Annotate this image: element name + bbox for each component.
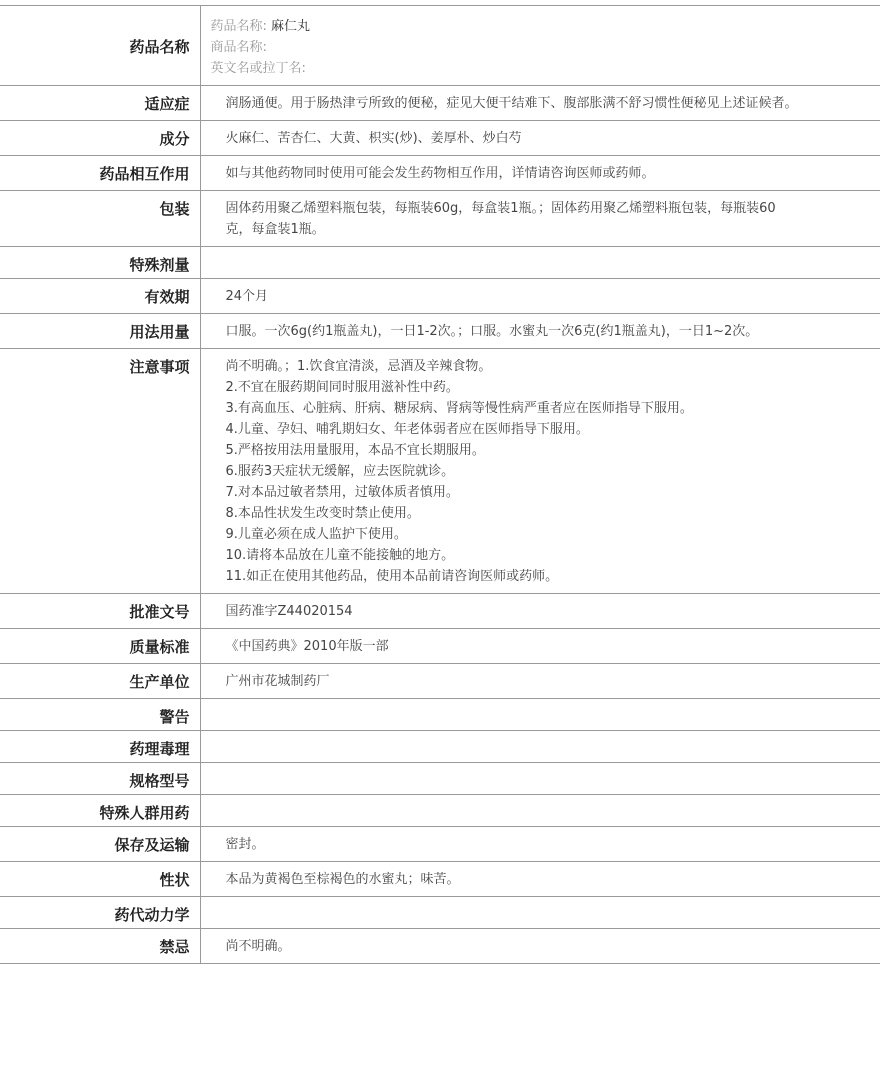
specification-label: 规格型号 — [0, 763, 200, 795]
special-dosage-row — [0, 247, 880, 279]
manufacturer-row — [0, 664, 880, 699]
indication-row — [0, 86, 880, 121]
precautions-value — [200, 349, 880, 594]
drug-info-table — [0, 5, 880, 964]
pharmacology-row — [0, 731, 880, 763]
specification-value — [200, 763, 880, 795]
precaution-line: 10.请将本品放在儿童不能接触的地方。 — [225, 548, 455, 563]
pharmacokinetics-row — [0, 897, 880, 929]
usage-row — [0, 314, 880, 349]
shelf-life-row — [0, 279, 880, 314]
pharmacokinetics-label: 药代动力学 — [0, 897, 200, 929]
trade-name-key: 商品名称: — [210, 40, 267, 55]
storage-row — [0, 827, 880, 862]
precautions-label: 注意事项 — [0, 349, 200, 594]
contraindications-label: 禁忌 — [0, 929, 200, 964]
indication-label: 适应症 — [0, 86, 200, 121]
warning-row — [0, 699, 880, 731]
approval-row — [0, 594, 880, 629]
quality-standard-row — [0, 629, 880, 664]
appearance-row — [0, 862, 880, 897]
special-population-value — [200, 795, 880, 827]
appearance-value: 本品为黄褐色至棕褐色的水蜜丸；味苦。 — [200, 862, 880, 897]
ingredients-value: 火麻仁、苦杏仁、大黄、枳实(炒)、姜厚朴、炒白芍 — [200, 121, 880, 156]
precaution-line: 3.有高血压、心脏病、肝病、糖尿病、肾病等慢性病严重者应在医师指导下服用。 — [225, 401, 693, 416]
pharmacology-label: 药理毒理 — [0, 731, 200, 763]
storage-label: 保存及运输 — [0, 827, 200, 862]
ingredients-row — [0, 121, 880, 156]
quality-standard-value: 《中国药典》2010年版一部 — [200, 629, 880, 664]
precautions-row — [0, 349, 880, 594]
approval-value: 国药准字Z44020154 — [200, 594, 880, 629]
special-population-label: 特殊人群用药 — [0, 795, 200, 827]
pharmacokinetics-value — [200, 897, 880, 929]
interaction-value: 如与其他药物同时使用可能会发生药物相互作用，详情请咨询医师或药师。 — [200, 156, 880, 191]
precaution-line: 11.如正在使用其他药品，使用本品前请咨询医师或药师。 — [225, 569, 559, 584]
usage-label: 用法用量 — [0, 314, 200, 349]
packaging-value: 固体药用聚乙烯塑料瓶包装，每瓶装60g，每盒装1瓶。；固体药用聚乙烯塑料瓶包装，每瓶装60克，每盒装1瓶。 — [200, 191, 880, 247]
interaction-label: 药品相互作用 — [0, 156, 200, 191]
indication-value: 润肠通便。用于肠热津亏所致的便秘，症见大便干结难下、腹部胀满不舒习惯性便秘见上述证候者。 — [200, 86, 880, 121]
warning-label: 警告 — [0, 699, 200, 731]
trade-name-line — [211, 37, 871, 58]
special-population-row — [0, 795, 880, 827]
appearance-label: 性状 — [0, 862, 200, 897]
english-name-key: 英文名或拉丁名: — [210, 61, 306, 76]
quality-standard-label: 质量标准 — [0, 629, 200, 664]
warning-value — [200, 699, 880, 731]
approval-label: 批准文号 — [0, 594, 200, 629]
contraindications-value: 尚不明确。 — [200, 929, 880, 964]
manufacturer-value: 广州市花城制药厂 — [200, 664, 880, 699]
precaution-line: 7.对本品过敏者禁用，过敏体质者慎用。 — [225, 485, 459, 500]
precaution-line: 8.本品性状发生改变时禁止使用。 — [225, 506, 420, 521]
storage-value: 密封。 — [200, 827, 880, 862]
precaution-line: 尚不明确。；1.饮食宜清淡，忌酒及辛辣食物。 — [225, 359, 492, 374]
specification-row — [0, 763, 880, 795]
shelf-life-label: 有效期 — [0, 279, 200, 314]
precaution-line: 5.严格按用法用量服用，本品不宜长期服用。 — [225, 443, 485, 458]
ingredients-label: 成分 — [0, 121, 200, 156]
precaution-line: 2.不宜在服药期间同时服用滋补性中药。 — [225, 380, 459, 395]
generic-name-line — [211, 16, 871, 37]
special-dosage-label: 特殊剂量 — [0, 247, 200, 279]
precaution-line: 4.儿童、孕妇、哺乳期妇女、年老体弱者应在医师指导下服用。 — [225, 422, 589, 437]
precaution-line: 6.服药3天症状无缓解，应去医院就诊。 — [225, 464, 455, 479]
generic-name-value: 麻仁丸 — [271, 19, 311, 34]
drug-name-row — [0, 6, 880, 86]
precaution-line: 9.儿童必须在成人监护下使用。 — [225, 527, 407, 542]
manufacturer-label: 生产单位 — [0, 664, 200, 699]
interaction-row — [0, 156, 880, 191]
contraindications-row — [0, 929, 880, 964]
packaging-row — [0, 191, 880, 247]
pharmacology-value — [200, 731, 880, 763]
english-name-line — [211, 58, 871, 79]
special-dosage-value — [200, 247, 880, 279]
shelf-life-value: 24个月 — [200, 279, 880, 314]
packaging-label: 包装 — [0, 191, 200, 247]
drug-name-label: 药品名称 — [0, 6, 200, 86]
drug-name-value — [200, 6, 880, 86]
usage-value: 口服。一次6g(约1瓶盖丸)，一日1-2次。；口服。水蜜丸一次6克(约1瓶盖丸)，一日1~2次。 — [200, 314, 880, 349]
generic-name-key: 药品名称: — [210, 19, 267, 34]
